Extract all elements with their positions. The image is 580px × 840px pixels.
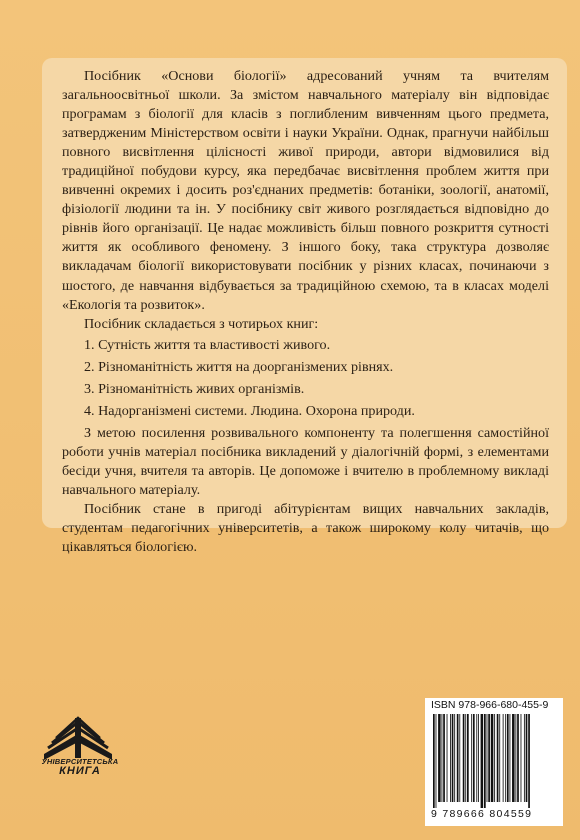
book-item-1: 1. Сутність життя та властивості живого.: [84, 336, 331, 353]
ean-number: 9 789666 804559: [431, 808, 533, 820]
book-item-3: 3. Різноманітність живих організмів.: [84, 380, 305, 397]
book-item-4: 4. Надорганізмені системи. Людина. Охорона природи.: [84, 402, 415, 419]
books-list: [62, 336, 549, 421]
isbn-number: ISBN 978-966-680-455-9: [431, 699, 549, 711]
publisher-name-book: КНИГА: [59, 765, 101, 777]
annotation-paragraph-2: Посібник складається з чотирьох книг:: [84, 315, 319, 332]
annotation-paragraph-3: З метою посилення розвивального компоненту та полегшення самостійної роботи учнів матеріал посібника викладений у діалогічній формі, з елементами бесіди учня, вчителя та авторів. Це допоможе і вчителю в проблемному викладі навчального матеріалу.: [62, 424, 549, 498]
annotation-panel: [42, 58, 567, 556]
book-item-2: 2. Різноманітність життя на доорганізмених рівнях.: [84, 358, 394, 375]
barcode-icon: [431, 714, 559, 808]
annotation-paragraph-4: Посібник стане в пригоді абітурієнтам вищих навчальних закладів, студентам педагогічних університетів, а також широкому колу читачів, що цікавляться біологією.: [62, 501, 549, 556]
annotation-paragraph-1: Посібник «Основи біології» адресований учням та вчителям загальноосвітньої школи. За змістом навчального матеріалу він відповідає програмам з біології для класів з поглибленим вивченням цього предмета, затвердженим Міністерством освіти і науки України. Однак, прагнучи найбільш повного висвітлення цілісності живої природи, автори відмовилися від традиційної побудови курсу, яка передбачає висвітлення проблем життя при вивченні окремих і досить роз'єднаних предметів: ботаніки, зоології, анатомії, фізіології людини та ін. У посібнику світ живого розглядається відповідно до рівнів його організації. Це надає можливість більш повного розкриття сутності життя як особливого феномену. З іншого боку, така структура дозволяє викладачам біології використовувати посібник у різних класах, починаючи з шостого, де навчання відбувається за традиційною схемою, та в класах моделі «Екологія та розвиток».: [62, 68, 549, 313]
barcode-box: [425, 698, 563, 826]
publisher-name: УНІВЕРСИТЕТСЬКА: [41, 757, 119, 766]
